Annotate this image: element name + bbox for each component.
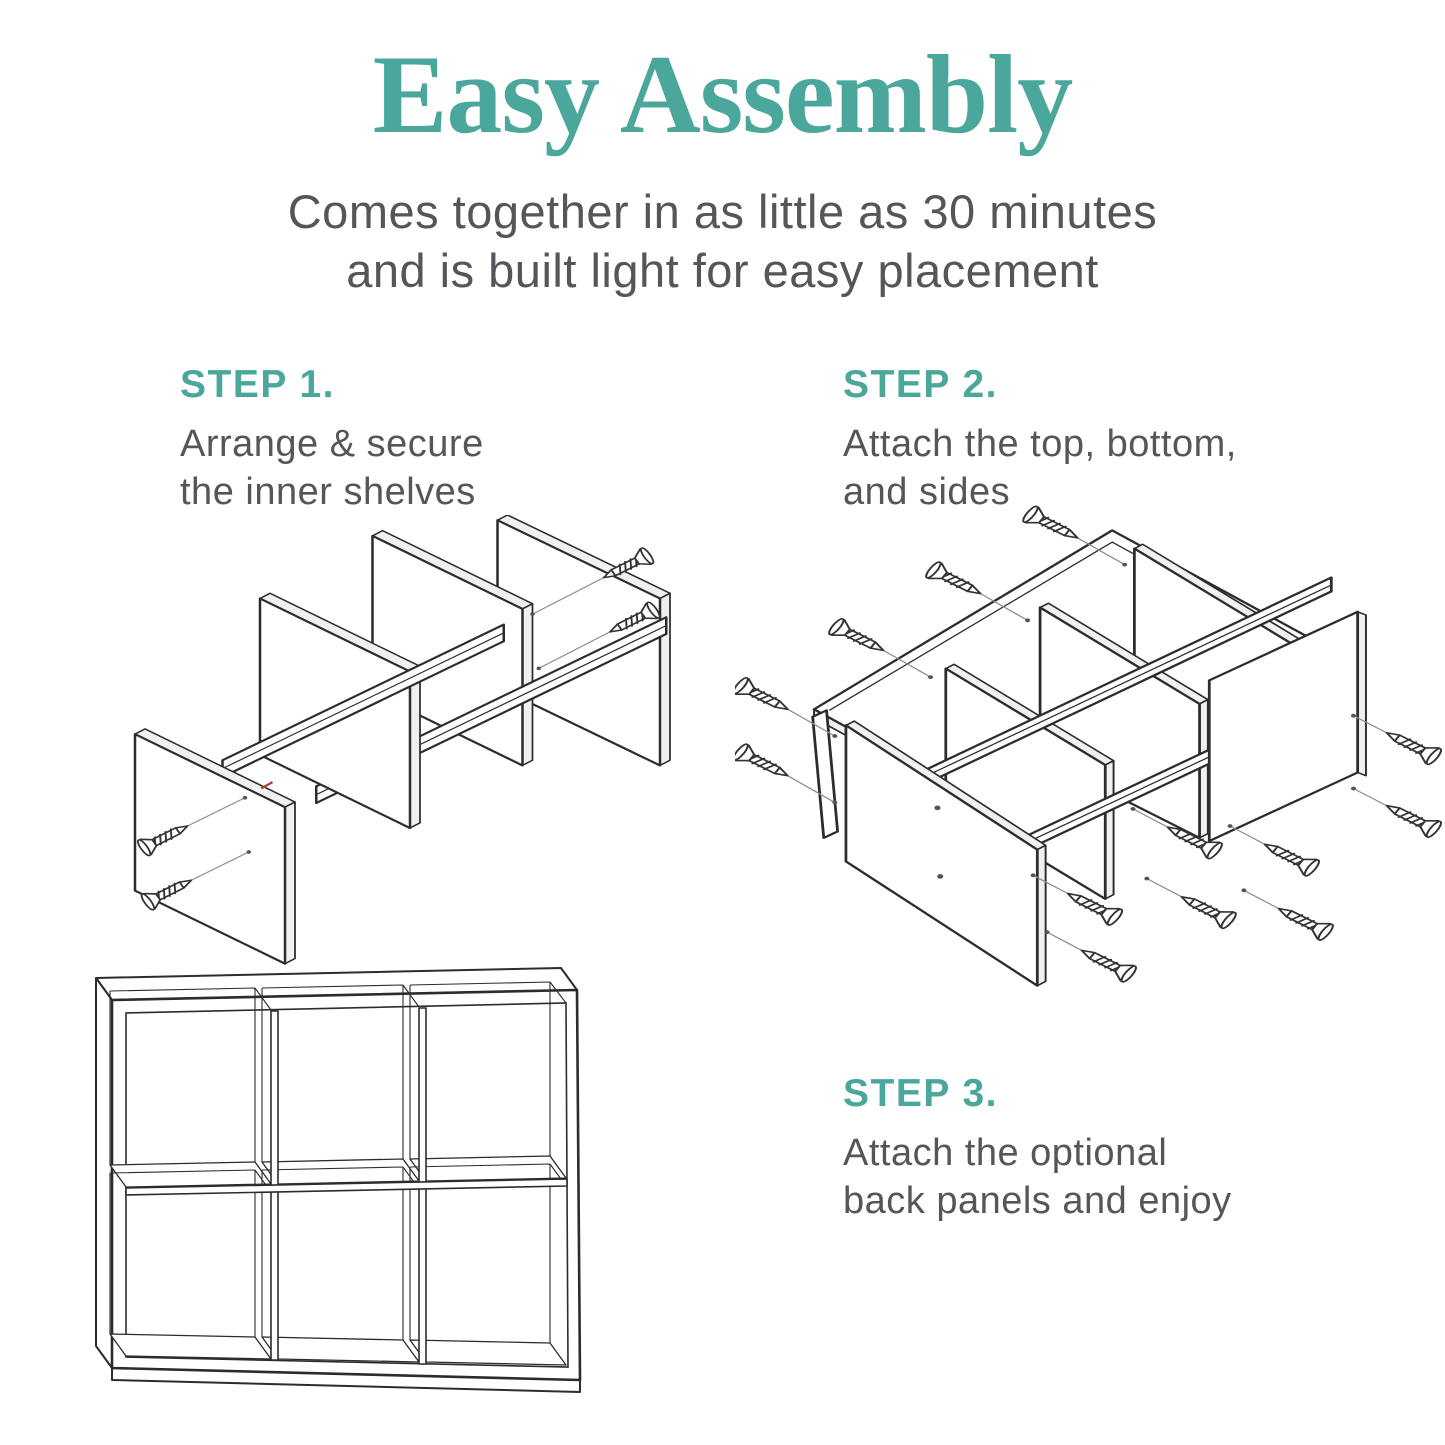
- step-3-label: STEP 3.: [843, 1072, 999, 1115]
- screw-icon: [827, 617, 890, 658]
- step-3-text: [843, 1072, 1363, 1225]
- screw-icon: [1175, 889, 1238, 930]
- screw-icon: [1075, 943, 1138, 984]
- subtitle: [0, 182, 1445, 300]
- subtitle-line-2: and is built light for easy placement: [346, 244, 1099, 297]
- cube-organizer: [96, 968, 580, 1392]
- step-2-description: Attach the top, bottom, and sides: [843, 423, 1237, 513]
- screw-icon: [1272, 901, 1335, 942]
- subtitle-line-1: Comes together in as little as 30 minutes: [287, 185, 1158, 238]
- finished-unit-illustration: [90, 955, 710, 1400]
- step-2-label: STEP 2.: [843, 363, 999, 406]
- step-1-text: [180, 363, 700, 516]
- shelf-panel: [135, 729, 295, 964]
- step-1-description: Arrange & secure the inner shelves: [180, 423, 484, 513]
- screw-icon: [924, 561, 987, 602]
- screw-icon: [1380, 725, 1443, 766]
- screw-icon: [1258, 837, 1321, 878]
- screw-icon: [1021, 505, 1084, 546]
- page-title: Easy Assembly: [372, 33, 1073, 157]
- step-2-text: [843, 363, 1363, 516]
- screw-icon: [1380, 798, 1443, 839]
- step-1-illustration: [85, 515, 725, 995]
- step-1-label: STEP 1.: [180, 363, 336, 406]
- step-3-description: Attach the optional back panels and enjoy: [843, 1132, 1232, 1222]
- screw-icon: [735, 676, 794, 717]
- screw-icon: [735, 743, 794, 784]
- step-2-illustration: [735, 495, 1445, 1005]
